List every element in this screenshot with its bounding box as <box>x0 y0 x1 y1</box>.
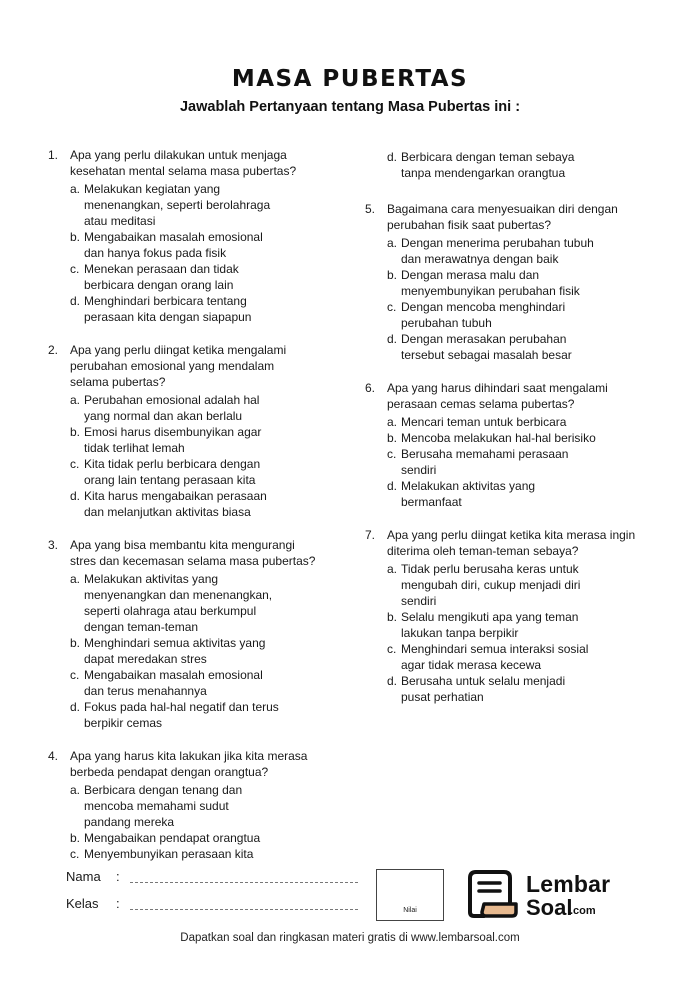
question-4-continued <box>365 149 665 181</box>
option-d: d. Menghindari berbicara tentang perasaan kita dengan siapapun <box>70 294 252 324</box>
class-line: Kelas : <box>66 896 358 911</box>
option-c: c. Menyembunyikan perasaan kita <box>70 847 254 861</box>
question-4 <box>48 748 348 862</box>
page-subtitle: Jawablah Pertanyaan tentang Masa Pubertas ini : <box>179 99 521 115</box>
option-d: d. Fokus pada hal-hal negatif dan terus berpikir cemas <box>70 700 279 730</box>
question-text: Apa yang harus dihindari saat mengalami perasaan cemas selama pubertas? <box>387 381 608 411</box>
option-a: a. Mencari teman untuk berbicara <box>387 415 567 429</box>
question-number: 4. <box>48 749 59 763</box>
question-text: Apa yang harus kita lakukan jika kita merasa berbeda pendapat dengan orangtua? <box>70 749 308 779</box>
question-text: Bagaimana cara menyesuaikan diri dengan perubahan fisik saat pubertas? <box>387 202 618 232</box>
score-box[interactable] <box>376 869 444 921</box>
question-text: Apa yang bisa membantu kita mengurangi stres dan kecemasan selama masa pubertas? <box>70 538 316 568</box>
option-d: d. Berbicara dengan teman sebaya tanpa mendengarkan orangtua <box>387 150 575 180</box>
question-number: 6. <box>365 381 376 395</box>
question-2 <box>48 342 348 520</box>
question-number: 5. <box>365 202 376 216</box>
option-c: c. Mengabaikan masalah emosional dan terus menahannya <box>70 668 263 698</box>
option-c: c. Menghindari semua interaksi sosial agar tidak merasa kecewa <box>387 642 589 672</box>
question-text: Apa yang perlu diingat ketika kita merasa ingin diterima oleh teman-teman sebaya? <box>387 528 636 558</box>
option-b: b. Emosi harus disembunyikan agar tidak terlihat lemah <box>70 425 262 455</box>
footer-text: Dapatkan soal dan ringkasan materi gratis di www.lembarsoal.com <box>180 932 520 944</box>
option-b: b. Mengabaikan pendapat orangtua <box>70 831 261 845</box>
option-b: b. Selalu mengikuti apa yang teman lakukan tanpa berpikir <box>387 610 579 640</box>
option-a: a. Melakukan aktivitas yang menyenangkan dan menenangkan, seperti olahraga atau berkumpul dengan teman-teman <box>70 572 273 634</box>
option-a: a. Melakukan kegiatan yang menenangkan, seperti berolahraga atau meditasi <box>70 182 271 228</box>
question-3 <box>48 537 348 731</box>
right-column <box>365 147 665 722</box>
option-b: b. Menghindari semua aktivitas yang dapat meredakan stres <box>70 636 266 666</box>
option-a: a. Dengan menerima perubahan tubuh dan merawatnya dengan baik <box>387 236 594 266</box>
page-title: MASA PUBERTAS <box>231 66 469 92</box>
question-number: 7. <box>365 528 376 542</box>
option-a: a. Berbicara dengan tenang dan mencoba memahami sudut pandang mereka <box>70 783 243 829</box>
class-label: Kelas <box>66 896 99 911</box>
name-label: Nama <box>66 869 101 884</box>
option-b: b. Mengabaikan masalah emosional dan hanya fokus pada fisik <box>70 230 263 260</box>
document-icon <box>466 868 522 920</box>
question-7 <box>365 527 665 705</box>
option-c: c. Dengan mencoba menghindari perubahan tubuh <box>387 300 566 330</box>
option-d: d. Dengan merasakan perubahan tersebut sebagai masalah besar <box>387 332 572 362</box>
question-text: Apa yang perlu dilakukan untuk menjaga kesehatan mental selama masa pubertas? <box>70 148 297 178</box>
logo-text-lembar: Lembar <box>526 871 611 897</box>
question-number: 3. <box>48 538 59 552</box>
logo-text-com: .com <box>570 905 596 917</box>
option-c: c. Berusaha memahami perasaan sendiri <box>387 447 569 477</box>
left-column <box>48 147 348 879</box>
score-label: Nilai <box>403 907 417 914</box>
logo-text-soal: Soal <box>526 895 573 920</box>
option-d: d. Kita harus mengabaikan perasaan dan melanjutkan aktivitas biasa <box>70 489 267 519</box>
name-field[interactable] <box>130 869 358 883</box>
option-d: d. Melakukan aktivitas yang bermanfaat <box>387 479 536 509</box>
class-field[interactable] <box>130 896 358 910</box>
question-number: 1. <box>48 148 59 162</box>
question-1 <box>48 147 348 325</box>
option-b: b. Dengan merasa malu dan menyembunyikan perubahan fisik <box>387 268 580 298</box>
option-b: b. Mencoba melakukan hal-hal berisiko <box>387 431 596 445</box>
question-number: 2. <box>48 343 59 357</box>
option-d: d. Berusaha untuk selalu menjadi pusat perhatian <box>387 674 566 704</box>
lembarsoal-logo <box>466 868 616 920</box>
option-a: a. Perubahan emosional adalah hal yang normal dan akan berlalu <box>70 393 260 423</box>
option-a: a. Tidak perlu berusaha keras untuk mengubah diri, cukup menjadi diri sendiri <box>387 562 581 608</box>
question-5 <box>365 201 665 363</box>
question-6 <box>365 380 665 510</box>
option-c: c. Kita tidak perlu berbicara dengan orang lain tentang perasaan kita <box>70 457 261 487</box>
option-c: c. Menekan perasaan dan tidak berbicara dengan orang lain <box>70 262 239 292</box>
question-text: Apa yang perlu diingat ketika mengalami perubahan emosional yang mendalam selama pubertas? <box>70 343 287 389</box>
name-line: Nama : <box>66 869 358 884</box>
